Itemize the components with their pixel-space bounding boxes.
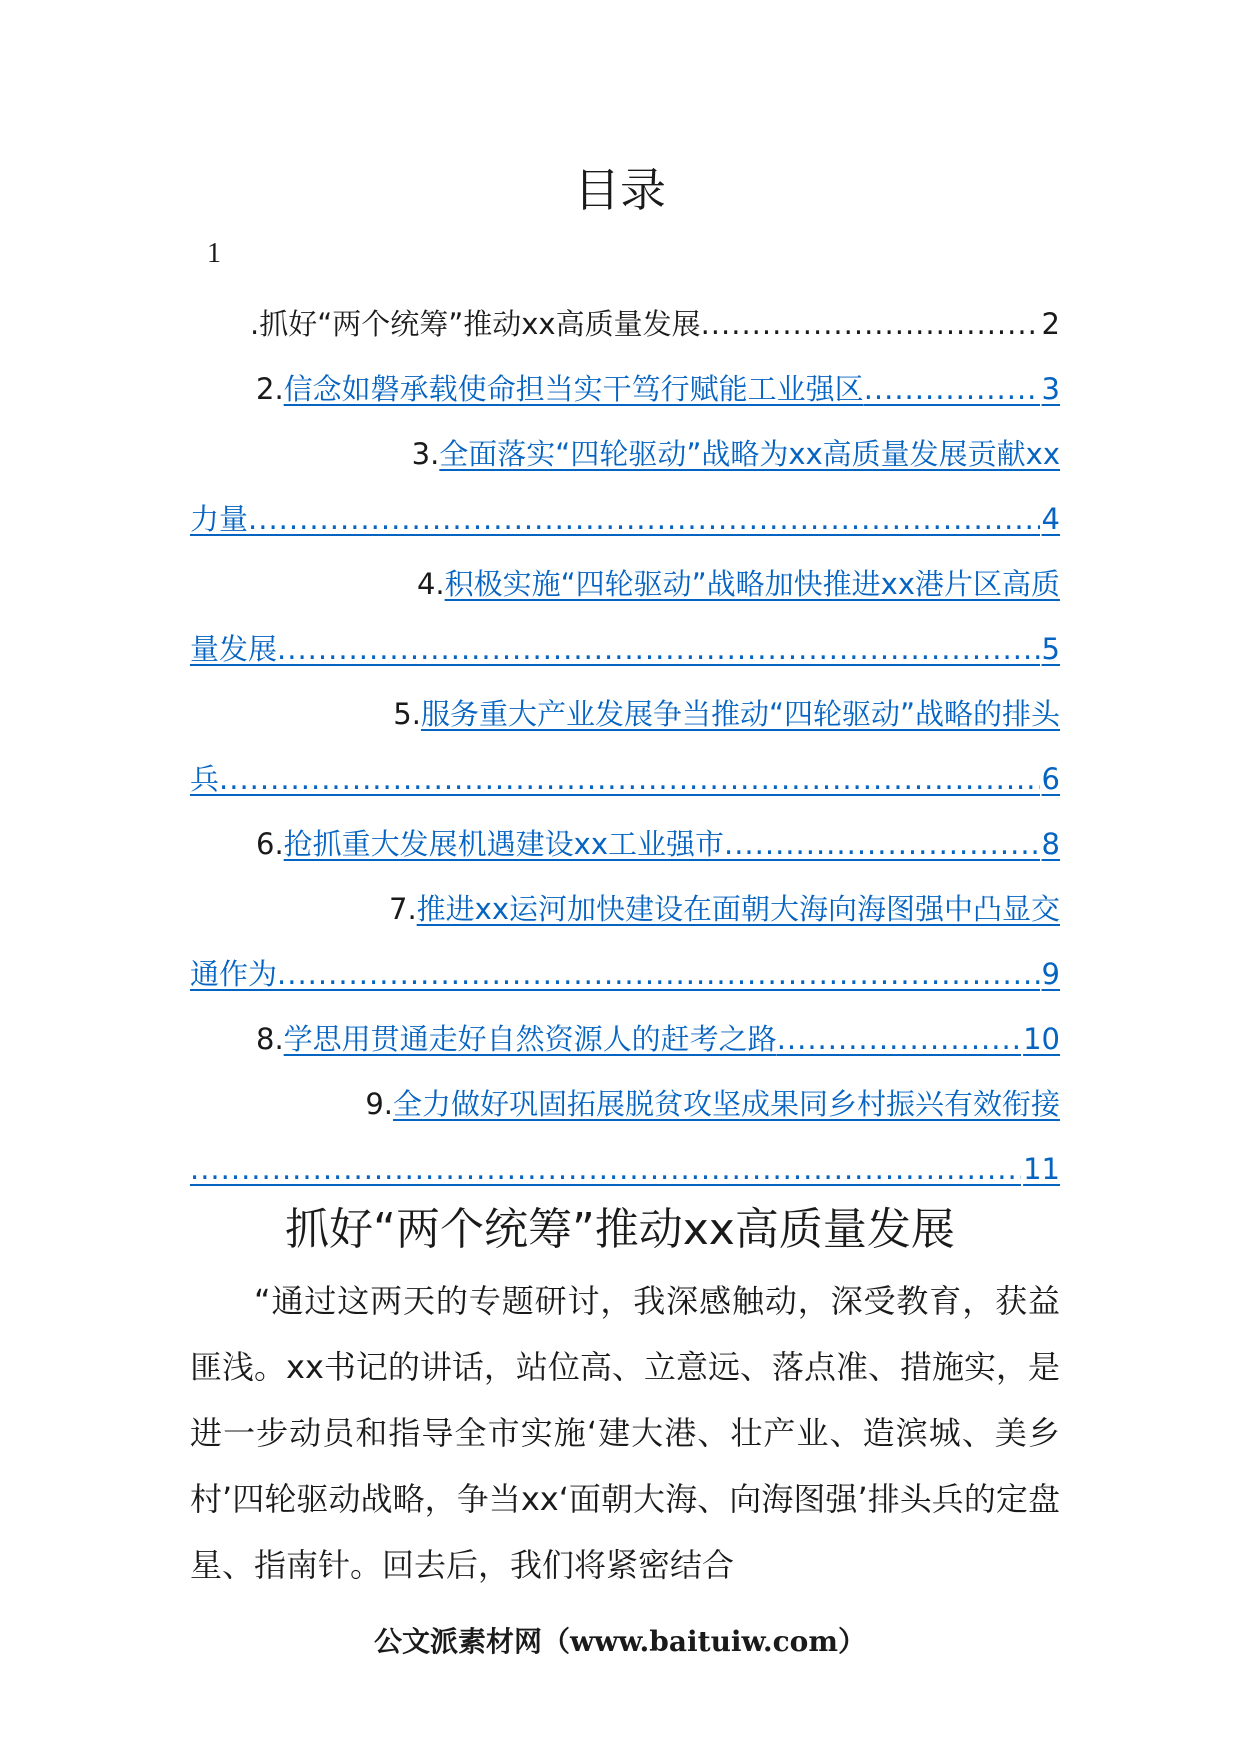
toc-item-9[interactable] bbox=[190, 1072, 1060, 1202]
toc-item-link-continued[interactable]: 力量 bbox=[190, 502, 249, 536]
toc-item-link[interactable]: 抢抓重大发展机遇建设xx工业强市 bbox=[283, 827, 724, 861]
toc-item-link[interactable]: 推进xx运河加快建设在面朝大海向海图强中凸显交 bbox=[416, 892, 1060, 926]
article-title: 抓好“两个统筹”推动xx高质量发展 bbox=[285, 1204, 955, 1255]
toc-item-number: 4. bbox=[416, 567, 445, 601]
toc-leader-dots bbox=[701, 292, 1040, 357]
table-of-contents bbox=[190, 292, 1060, 1202]
toc-item-number: 5. bbox=[393, 697, 421, 731]
toc-top-number: 1 bbox=[207, 238, 221, 269]
toc-item-number: 8. bbox=[256, 1022, 284, 1056]
toc-title: 目录 bbox=[574, 163, 666, 217]
toc-leader-dots bbox=[190, 1137, 1021, 1202]
toc-item-7[interactable] bbox=[190, 877, 1060, 1007]
toc-leader-dots bbox=[248, 487, 1040, 552]
toc-leader-dots bbox=[724, 812, 1040, 877]
toc-item-link-continued[interactable]: 通作为 bbox=[190, 957, 278, 991]
toc-item-5[interactable] bbox=[190, 682, 1060, 812]
toc-item-number: 3. bbox=[411, 437, 440, 471]
toc-page-number[interactable]: 8 bbox=[1041, 827, 1060, 861]
toc-leader-dots bbox=[277, 617, 1040, 682]
toc-page-number[interactable]: 10 bbox=[1023, 1022, 1060, 1056]
toc-item-1[interactable] bbox=[190, 292, 1060, 357]
toc-item-link[interactable]: 积极实施“四轮驱动”战略加快推进xx港片区高质 bbox=[444, 567, 1060, 601]
toc-page-number[interactable]: 11 bbox=[1023, 1152, 1060, 1186]
toc-item-4[interactable] bbox=[190, 552, 1060, 682]
toc-item-6[interactable] bbox=[190, 812, 1060, 877]
toc-page-number[interactable]: 4 bbox=[1041, 502, 1060, 536]
toc-item-link[interactable]: 全力做好巩固拓展脱贫攻坚成果同乡村振兴有效衔接 bbox=[392, 1087, 1060, 1121]
article-body: “通过这两天的专题研讨，我深感触动，深受教育，获益匪浅。xx书记的讲话，站位高、立意远、落点准、措施实，是进一步动员和指导全市实施‘建大港、壮产业、造滨城、美乡村’四轮驱动战略，争当xx‘面朝大海、向海图强’排头兵的定盘星、指南针。回去后，我们将紧密结合 bbox=[190, 1282, 1060, 1584]
toc-page-number: 2 bbox=[1041, 307, 1060, 341]
toc-item-link[interactable]: 信念如磐承载使命担当实干笃行赋能工业强区 bbox=[283, 372, 864, 406]
toc-item-link-continued[interactable]: 兵 bbox=[190, 762, 220, 796]
footer-watermark: 公文派素材网（www.baituiw.com） bbox=[374, 1625, 866, 1658]
toc-leader-dots bbox=[864, 357, 1040, 422]
toc-item-text: 抓好“两个统筹”推动xx高质量发展 bbox=[259, 307, 701, 341]
toc-item-3[interactable] bbox=[190, 422, 1060, 552]
toc-item-8[interactable] bbox=[190, 1007, 1060, 1072]
toc-item-number: . bbox=[250, 307, 260, 341]
toc-leader-dots bbox=[277, 942, 1040, 1007]
toc-item-link[interactable]: 服务重大产业发展争当推动“四轮驱动”战略的排头 bbox=[420, 697, 1060, 731]
toc-page-number[interactable]: 3 bbox=[1041, 372, 1060, 406]
toc-item-number: 7. bbox=[389, 892, 417, 926]
toc-item-number: 6. bbox=[256, 827, 284, 861]
toc-item-link[interactable]: 全面落实“四轮驱动”战略为xx高质量发展贡献xx bbox=[439, 437, 1060, 471]
toc-item-2[interactable] bbox=[190, 357, 1060, 422]
toc-page-number[interactable]: 6 bbox=[1041, 762, 1060, 796]
toc-page-number[interactable]: 5 bbox=[1041, 632, 1060, 666]
toc-page-number[interactable]: 9 bbox=[1041, 957, 1060, 991]
toc-item-number: 2. bbox=[256, 372, 284, 406]
toc-leader-dots bbox=[777, 1007, 1021, 1072]
toc-item-number: 9. bbox=[365, 1087, 393, 1121]
toc-item-link[interactable]: 学思用贯通走好自然资源人的赶考之路 bbox=[283, 1022, 777, 1056]
toc-item-link-continued[interactable]: 量发展 bbox=[190, 632, 278, 666]
toc-leader-dots bbox=[219, 747, 1040, 812]
